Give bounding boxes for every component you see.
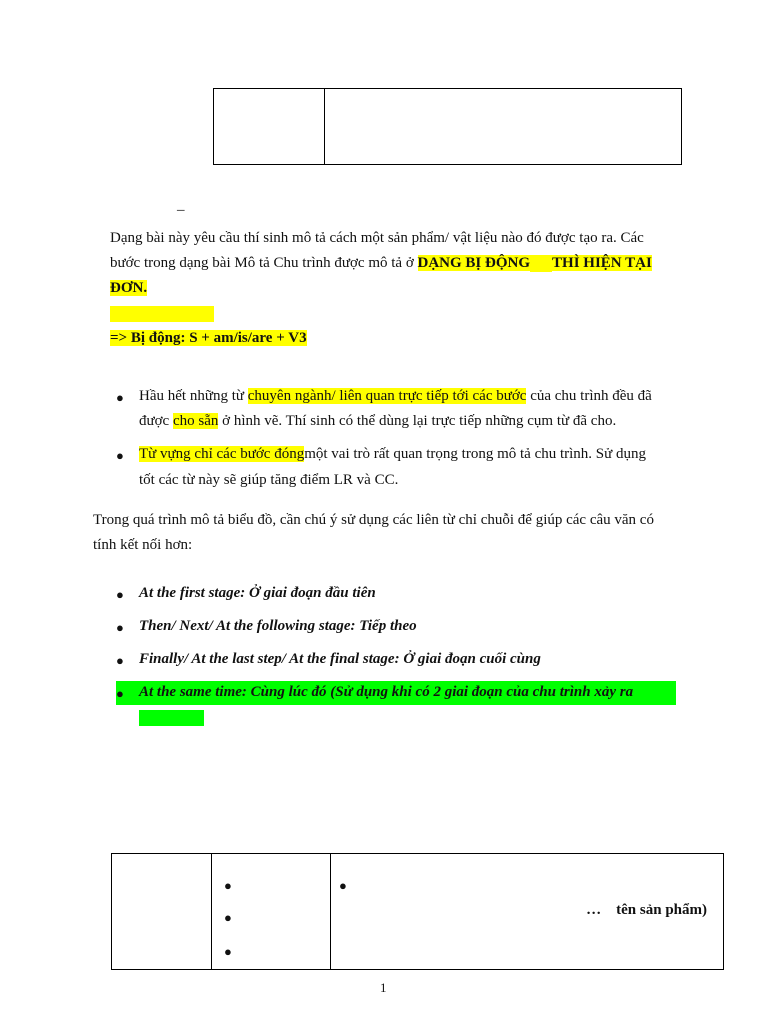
- bottom-bullet-1: ●: [224, 878, 232, 893]
- intro-line-2: [110, 255, 652, 272]
- bullet-1-line-2-post: ở hình vẽ. Thí sinh có thể dùng lại trực tiếp những cụm từ đã cho.: [222, 413, 617, 429]
- top-table: [213, 88, 682, 165]
- top-table-cell-left: [214, 89, 325, 165]
- bottom-right-text: … tên sản phẩm): [586, 902, 707, 918]
- bottom-table-cell-3: [331, 854, 724, 970]
- intro-line-3: [110, 280, 147, 297]
- bullet-1-post: của chu trình đều đã: [530, 388, 652, 404]
- connector-bullet-1: ●: [116, 587, 124, 602]
- bottom-table-cell-2: [212, 854, 331, 970]
- bottom-bullet-3: ●: [224, 944, 232, 959]
- highlight-present-tense: THÌ HIỆN TẠI: [552, 255, 652, 271]
- bullet-1-pre: Hầu hết những từ: [139, 388, 244, 404]
- connector-4: At the same time: Cùng lúc đó (Sử dụng khi có 2 giai đoạn của chu trình xảy ra: [139, 684, 634, 700]
- connector-bullet-4: ●: [116, 686, 124, 701]
- bullet-1-line-1: [139, 388, 652, 405]
- bullet-2: ●: [116, 448, 124, 463]
- connector-intro-line-1: Trong quá trình mô tả biểu đồ, cần chú ý sử dụng các liên từ chỉ chuỗi để giúp các câu văn có: [93, 512, 654, 528]
- bullet-2-post: một vai trò rất quan trọng trong mô tả chu trình. Sử dụng: [304, 446, 647, 462]
- empty-highlight-bar: [110, 306, 214, 322]
- page-number: 1: [380, 980, 387, 995]
- connector-bullet-2: ●: [116, 620, 124, 635]
- bullet-2-highlight: Từ vựng chỉ các bước đóng: [139, 446, 305, 462]
- passive-formula-text: => Bị động: S + am/is/are + V3: [110, 330, 307, 346]
- bullet-1-line-2-pre: được: [139, 413, 170, 429]
- highlight-passive: DẠNG BỊ ĐỘNG: [417, 255, 531, 271]
- connector-2: Then/ Next/ At the following stage: Tiếp theo: [139, 618, 417, 634]
- bottom-table-cell-1: [112, 854, 212, 970]
- intro-line-2-text: bước trong dạng bài Mô tả Chu trình được mô tả ở: [110, 255, 414, 271]
- bullet-1-highlight: chuyên ngành/ liên quan trực tiếp tới các bước: [247, 388, 527, 404]
- highlight-simple: ĐƠN.: [110, 280, 148, 296]
- connector-4-highlight-tail: [139, 710, 204, 726]
- bullet-2-line-1: [139, 446, 646, 463]
- connector-3: Finally/ At the last step/ At the final stage: Ở giai đoạn cuối cùng: [139, 651, 541, 667]
- connector-intro-line-2: tính kết nối hơn:: [93, 537, 193, 553]
- passive-formula: [110, 330, 307, 347]
- bullet-1-line-2-highlight: cho sẵn: [172, 413, 219, 429]
- connector-1: At the first stage: Ở giai đoạn đầu tiên: [139, 585, 376, 601]
- connector-bullet-3: ●: [116, 653, 124, 668]
- dash-mark: –: [177, 202, 185, 218]
- bottom-bullet-2: ●: [224, 910, 232, 925]
- bullet-1-line-2: [139, 413, 616, 430]
- intro-line-1: Dạng bài này yêu cầu thí sinh mô tả cách một sản phẩm/ vật liệu nào đó được tạo ra. Các: [110, 230, 644, 246]
- bottom-table: [111, 853, 724, 970]
- bullet-1: ●: [116, 390, 124, 405]
- bullet-2-line-2: tốt các từ này sẽ giúp tăng điểm LR và CC.: [139, 472, 399, 488]
- bottom-bullet-4: ●: [339, 878, 347, 893]
- top-table-cell-right: [325, 89, 682, 165]
